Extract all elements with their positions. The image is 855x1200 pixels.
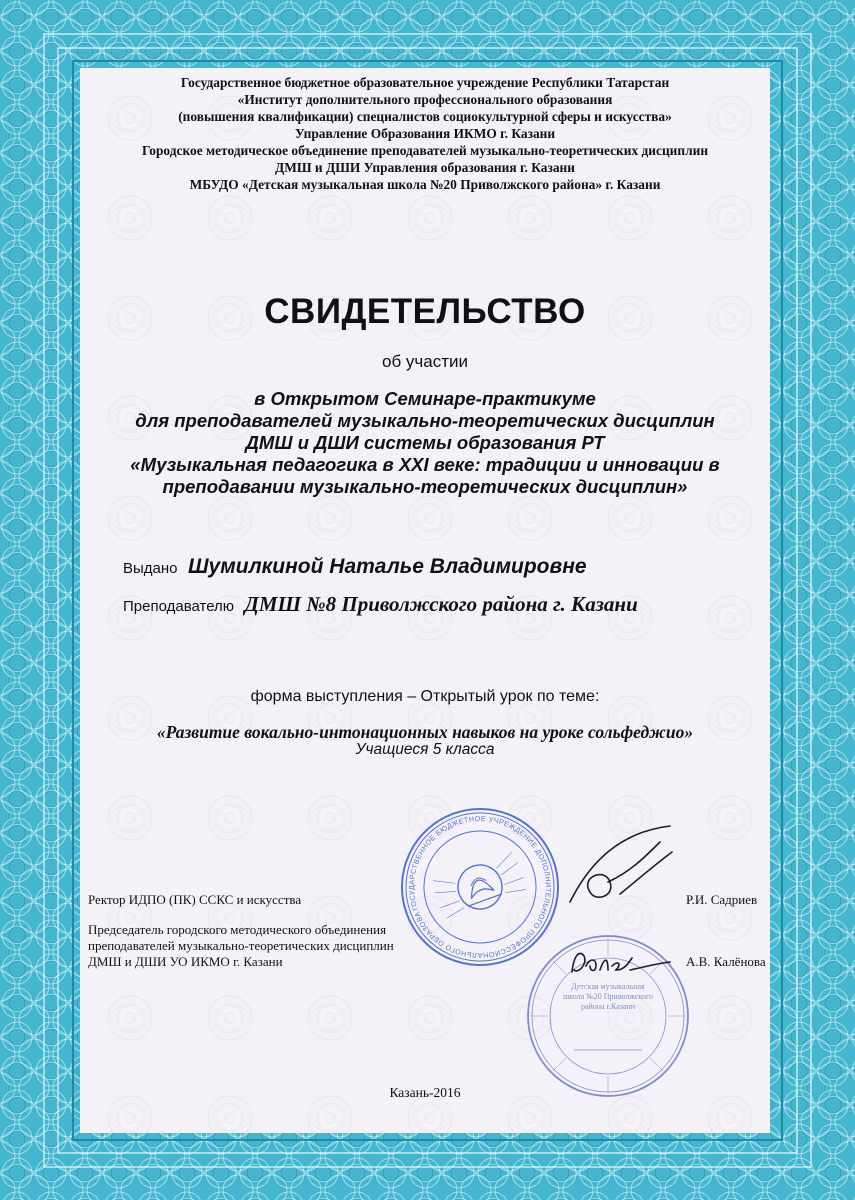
rector-title: Ректор ИДПО (ПК) ССКС и искусства	[88, 892, 302, 907]
seminar-line: преподавании музыкально-теоретических дисциплин»	[162, 476, 688, 497]
school-name: ДМШ №8 Приволжского района г. Казани	[244, 592, 638, 616]
pupils-class: Учащиеся 5 класса	[355, 741, 495, 758]
position-label: Преподавателю	[123, 598, 235, 615]
seminar-block	[80, 388, 770, 498]
header-line: Городское методическое объединение преподавателей музыкально-теоретических дисциплин	[141, 143, 709, 158]
city-year: Казань-2016	[389, 1085, 461, 1100]
chair-name: А.В. Калёнова	[686, 954, 766, 969]
chair-title	[88, 922, 394, 970]
chair-signature	[566, 944, 676, 984]
seminar-line: для преподавателей музыкально-теоретических дисциплин	[135, 410, 715, 431]
lesson-topic: «Развитие вокально-интонационных навыков на уроке сольфеджио»	[156, 722, 694, 742]
seminar-line: в Открытом Семинаре-практикуме	[254, 388, 596, 409]
seminar-line: ДМШ и ДШИ системы образования РТ	[245, 432, 605, 453]
chair-title-line: Председатель городского методического объединения	[88, 922, 387, 937]
header-line: «Институт дополнительного профессионального образования	[237, 92, 613, 107]
position-row	[123, 592, 638, 617]
chair-title-line: преподавателей музыкально-теоретических дисциплин	[88, 938, 394, 953]
school-stamp-text: Детская музыкальная школа №20 Приволжского района г.Казани	[563, 982, 653, 1011]
certificate-title: СВИДЕТЕЛЬСТВО	[264, 292, 586, 331]
header-line: ДМШ и ДШИ Управления образования г. Казани	[275, 160, 575, 175]
issued-row	[123, 555, 587, 579]
recipient-name: Шумилкиной Наталье Владимировне	[187, 555, 587, 578]
header-line: Государственное бюджетное образовательное учреждение Республики Татарстан	[180, 75, 670, 90]
institute-stamp-ring-text: ГОСУДАРСТВЕННОЕ БЮДЖЕТНОЕ УЧРЕЖДЕНИЕ ДОПОЛНИТЕЛЬНОГО ПРОФЕССИОНАЛЬНОГО ОБРАЗОВАНИЯ	[406, 813, 554, 961]
issued-label: Выдано	[123, 560, 178, 577]
header-line: (повышения квалификации) специалистов социокультурной сферы и искусства»	[178, 109, 672, 124]
header-block	[80, 74, 770, 193]
header-line: Управление Образования ИКМО г. Казани	[294, 126, 556, 141]
header-line: МБУДО «Детская музыкальная школа №20 Приволжского района» г. Казани	[189, 177, 661, 192]
rector-signature	[560, 822, 680, 912]
certificate-subtitle: об участии	[381, 352, 468, 371]
rector-name: Р.И. Садриев	[686, 892, 758, 907]
chair-title-line: ДМШ и ДШИ УО ИКМО г. Казани	[88, 954, 283, 969]
seminar-line: «Музыкальная педагогика в XXI веке: традиции и инновации в	[130, 454, 720, 475]
presentation-form: форма выступления – Открытый урок по теме:	[250, 688, 600, 705]
